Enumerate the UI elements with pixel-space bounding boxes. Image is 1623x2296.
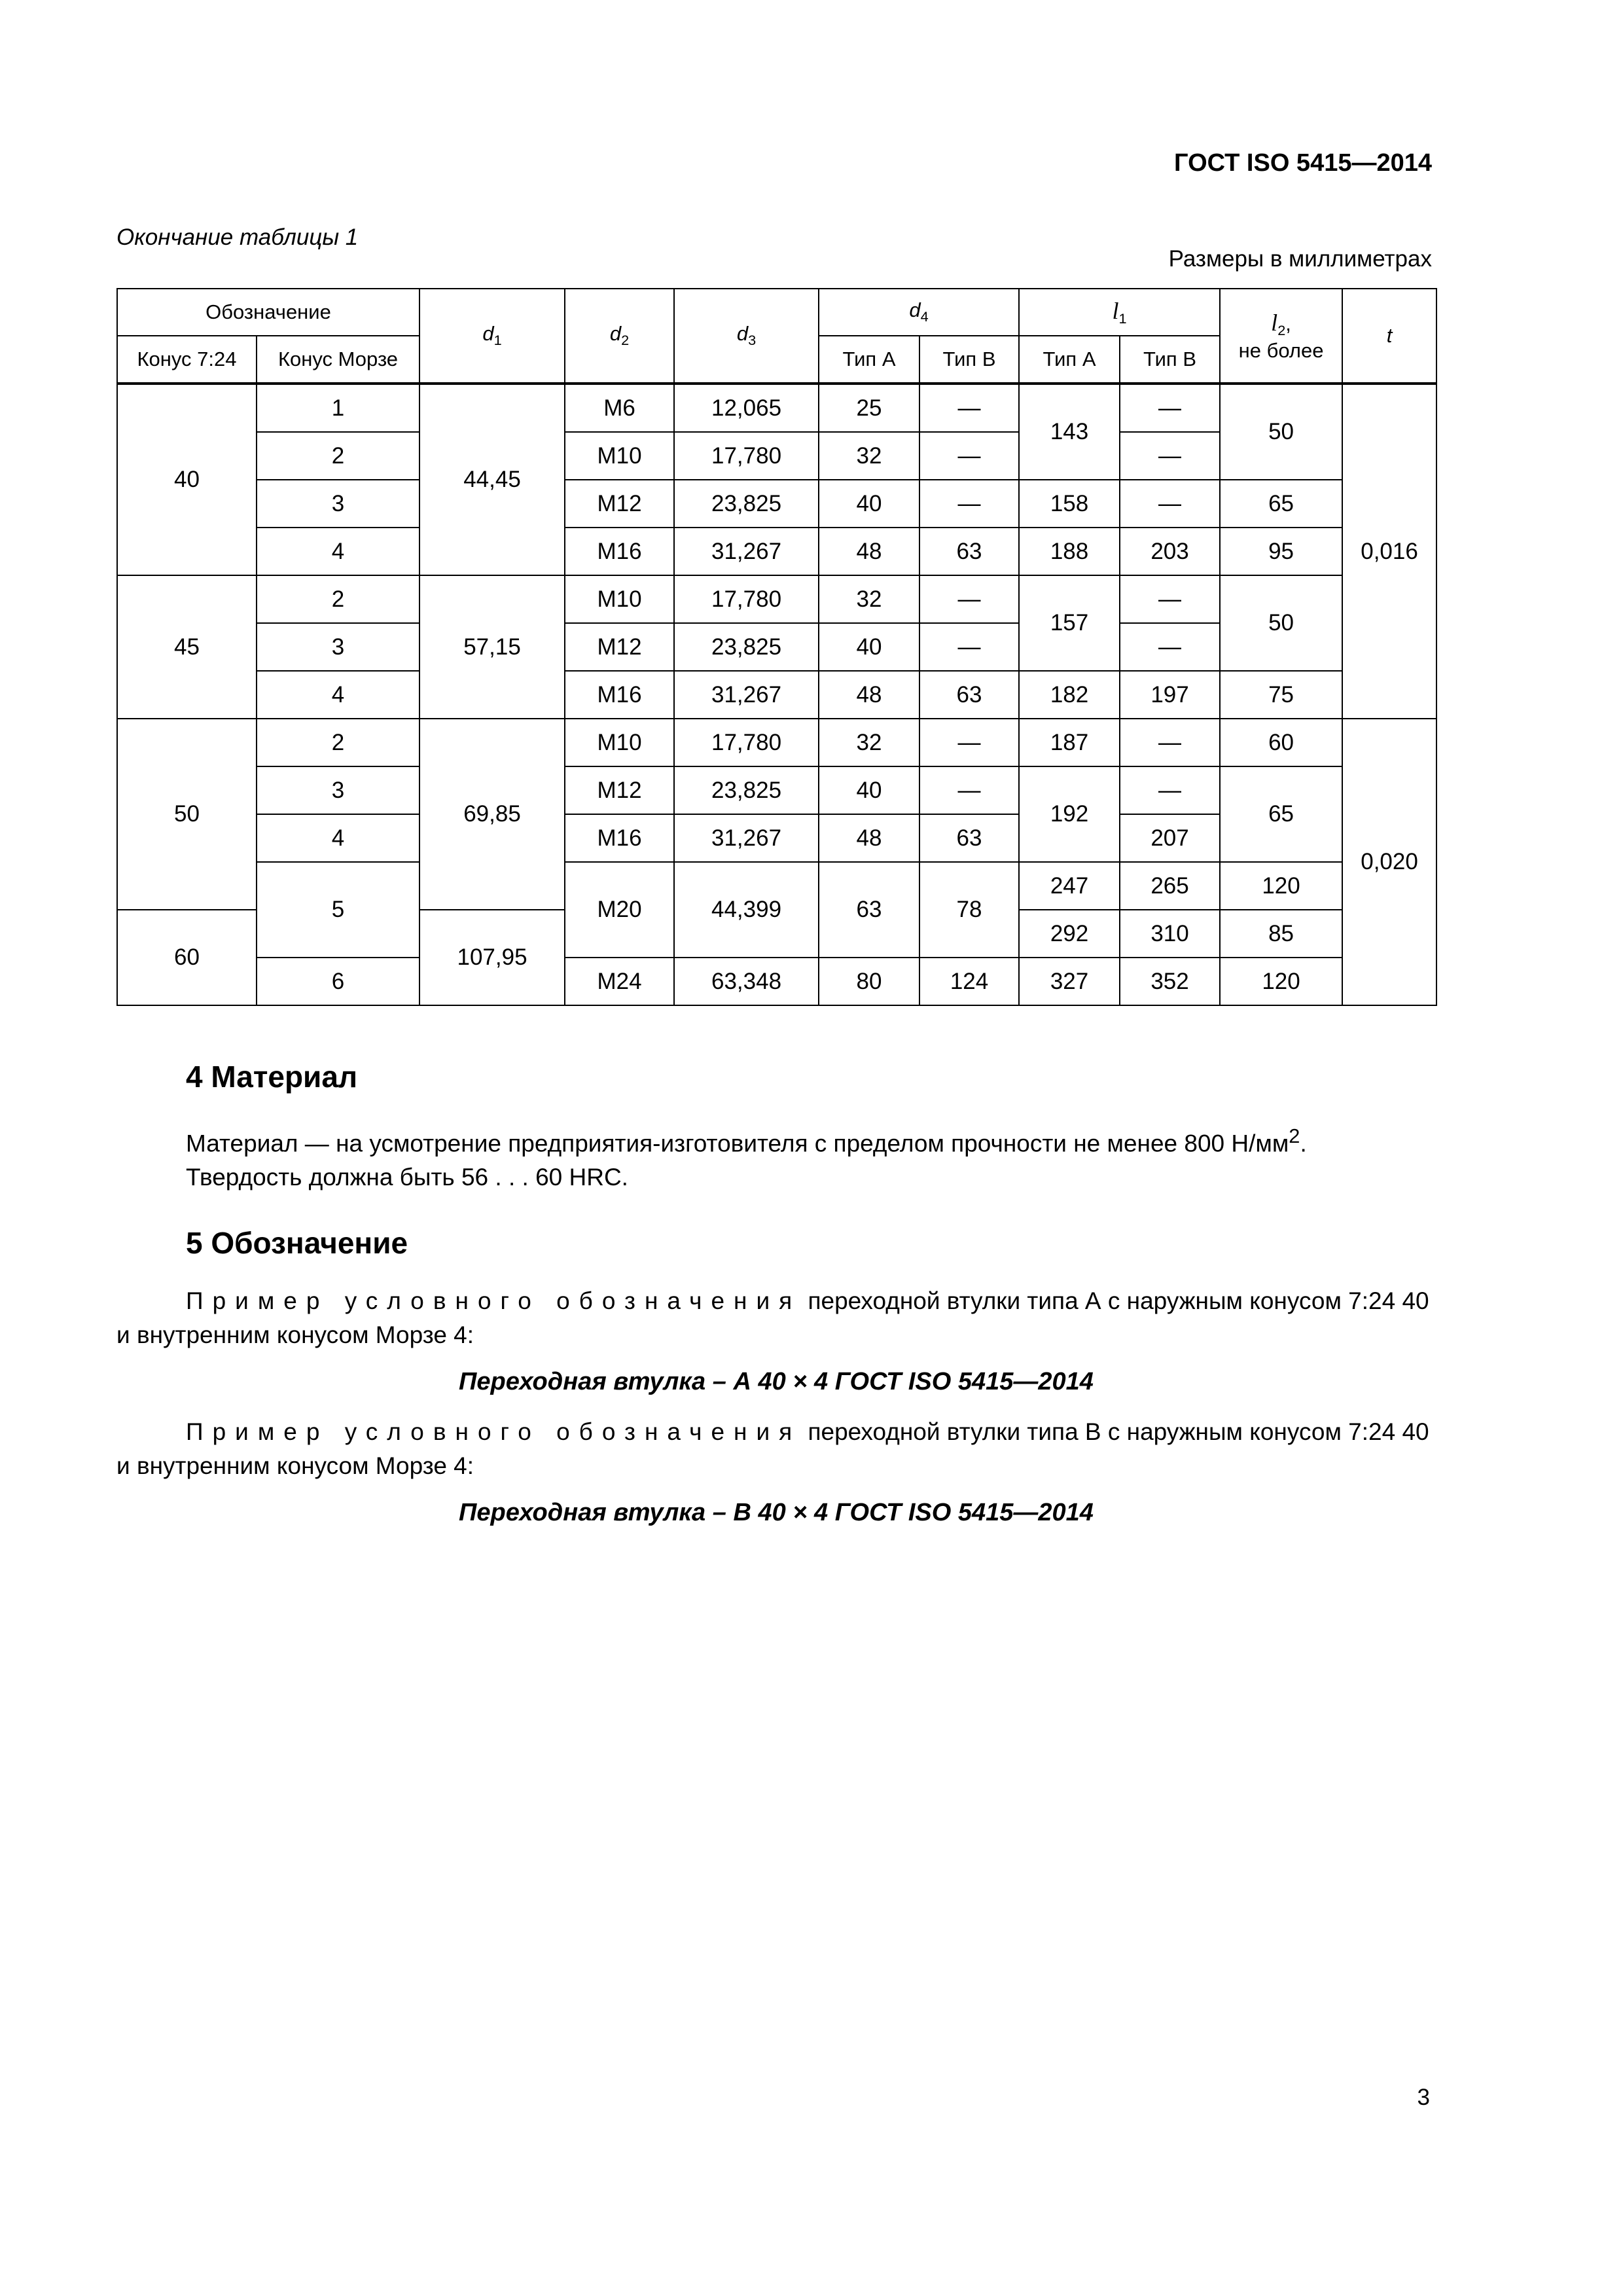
d3-cell: 23,825 bbox=[674, 623, 819, 671]
l1b-cell: — bbox=[1120, 480, 1220, 528]
morse-cell: 2 bbox=[257, 432, 419, 480]
table-row bbox=[117, 480, 1436, 528]
d3-cell: 23,825 bbox=[674, 766, 819, 814]
example-paragraph: Пример условного обозначения переходной втулки типа А с наружным конусом 7:24 40 и внутренним конусом Морзе 4: bbox=[116, 1287, 1429, 1348]
l1b-cell: — bbox=[1120, 623, 1220, 671]
l1b-cell: — bbox=[1120, 575, 1220, 623]
d2-cell: М16 bbox=[565, 814, 674, 862]
table-row bbox=[117, 671, 1436, 719]
d3-cell: 12,065 bbox=[674, 384, 819, 432]
d4a-cell: 80 bbox=[819, 958, 919, 1005]
l2-cell: 75 bbox=[1220, 671, 1342, 719]
morse-cell: 4 bbox=[257, 528, 419, 575]
l1b-cell: — bbox=[1120, 432, 1220, 480]
page-number: 3 bbox=[1417, 2085, 1430, 2110]
morse-cell: 4 bbox=[257, 671, 419, 719]
l2-cell: 50 bbox=[1220, 575, 1342, 671]
d3-cell: 44,399 bbox=[674, 862, 819, 958]
d4b-cell: — bbox=[919, 480, 1019, 528]
d2-cell: М10 bbox=[565, 719, 674, 766]
header-d4-type-b: Тип В bbox=[919, 336, 1019, 384]
example-paragraph: Пример условного обозначения переходной втулки типа В с наружным конусом 7:24 40 и внутренним конусом Морзе 4: bbox=[116, 1418, 1429, 1479]
d4b-cell: 78 bbox=[919, 862, 1019, 958]
header-t: t bbox=[1342, 289, 1436, 384]
d4b-cell: — bbox=[919, 432, 1019, 480]
l1b-cell: — bbox=[1120, 766, 1220, 814]
morse-cell: 4 bbox=[257, 814, 419, 862]
morse-cell: 3 bbox=[257, 623, 419, 671]
header-d3: $d_3$ bbox=[674, 289, 819, 384]
d3-cell: 17,780 bbox=[674, 575, 819, 623]
l2-cell: 60 bbox=[1220, 719, 1342, 766]
morse-cell: 3 bbox=[257, 480, 419, 528]
dimensions-table bbox=[116, 288, 1437, 1006]
d3-cell: 63,348 bbox=[674, 958, 819, 1005]
d1-cell: 44,45 bbox=[419, 384, 565, 575]
d3-cell: 31,267 bbox=[674, 528, 819, 575]
t-cell: 0,020 bbox=[1342, 719, 1436, 1005]
d4a-cell: 48 bbox=[819, 528, 919, 575]
d2-cell: М10 bbox=[565, 575, 674, 623]
d4a-cell: 32 bbox=[819, 719, 919, 766]
l1a-cell: 158 bbox=[1019, 480, 1120, 528]
l2-cell: 95 bbox=[1220, 528, 1342, 575]
header-cone-724: Конус 7:24 bbox=[117, 336, 257, 384]
d4b-cell: — bbox=[919, 384, 1019, 432]
table-row bbox=[117, 575, 1436, 623]
l1a-cell: 192 bbox=[1019, 766, 1120, 862]
cone-724-cell: 45 bbox=[117, 575, 257, 719]
table-row bbox=[117, 384, 1436, 432]
d4a-cell: 63 bbox=[819, 862, 919, 958]
morse-cell: 5 bbox=[257, 862, 419, 958]
morse-cell: 3 bbox=[257, 766, 419, 814]
d4a-cell: 40 bbox=[819, 623, 919, 671]
d4a-cell: 32 bbox=[819, 575, 919, 623]
d4b-cell: — bbox=[919, 766, 1019, 814]
header-d4: $d_4$ bbox=[819, 289, 1019, 336]
l1b-cell: 265 bbox=[1120, 862, 1220, 910]
l1a-cell: 327 bbox=[1019, 958, 1120, 1005]
morse-cell: 1 bbox=[257, 384, 419, 432]
d4b-cell: 124 bbox=[919, 958, 1019, 1005]
l1a-cell: 188 bbox=[1019, 528, 1120, 575]
d3-cell: 23,825 bbox=[674, 480, 819, 528]
section-title-designation: 5 Обозначение bbox=[186, 1226, 408, 1260]
t-cell: 0,016 bbox=[1342, 384, 1436, 719]
d2-cell: М12 bbox=[565, 766, 674, 814]
d1-cell: 69,85 bbox=[419, 719, 565, 910]
header-row bbox=[117, 289, 1436, 336]
table-row bbox=[117, 766, 1436, 814]
d3-cell: 17,780 bbox=[674, 432, 819, 480]
table-row bbox=[117, 719, 1436, 766]
l1a-cell: 143 bbox=[1019, 384, 1120, 480]
l1b-cell: 310 bbox=[1120, 910, 1220, 958]
d2-cell: М24 bbox=[565, 958, 674, 1005]
section-title-material: 4 Материал bbox=[186, 1060, 358, 1094]
d4b-cell: — bbox=[919, 623, 1019, 671]
d2-cell: М20 bbox=[565, 862, 674, 958]
cone-724-cell: 40 bbox=[117, 384, 257, 575]
l2-cell: 120 bbox=[1220, 862, 1342, 910]
table-row bbox=[117, 958, 1436, 1005]
d2-cell: М12 bbox=[565, 480, 674, 528]
l1a-cell: 157 bbox=[1019, 575, 1120, 671]
header-designation: Обозначение bbox=[117, 289, 419, 336]
d3-cell: 31,267 bbox=[674, 671, 819, 719]
table-row bbox=[117, 862, 1436, 910]
header-d4-type-a: Тип А bbox=[819, 336, 919, 384]
d4b-cell: 63 bbox=[919, 528, 1019, 575]
d4b-cell: 63 bbox=[919, 814, 1019, 862]
l1a-cell: 187 bbox=[1019, 719, 1120, 766]
table-row bbox=[117, 528, 1436, 575]
l1b-cell: 203 bbox=[1120, 528, 1220, 575]
l2-cell: 50 bbox=[1220, 384, 1342, 480]
header-d1: $d_1$ bbox=[419, 289, 565, 384]
d1-cell: 107,95 bbox=[419, 910, 565, 1005]
d4b-cell: — bbox=[919, 719, 1019, 766]
example-designation: Переходная втулка – В 40 × 4 ГОСТ ISO 5415—2014 bbox=[459, 1499, 1094, 1526]
example-designation: Переходная втулка – А 40 × 4 ГОСТ ISO 5415—2014 bbox=[459, 1368, 1094, 1395]
morse-cell: 2 bbox=[257, 719, 419, 766]
l1b-cell: — bbox=[1120, 719, 1220, 766]
table-units: Размеры в миллиметрах bbox=[1168, 246, 1432, 272]
morse-cell: 2 bbox=[257, 575, 419, 623]
d4a-cell: 32 bbox=[819, 432, 919, 480]
header-l1-type-b: Тип В bbox=[1120, 336, 1220, 384]
d4a-cell: 25 bbox=[819, 384, 919, 432]
header-l2: $l_2$, не более bbox=[1220, 289, 1342, 384]
header-l1: $l_1$ bbox=[1019, 289, 1220, 336]
d2-cell: М16 bbox=[565, 528, 674, 575]
header-l1-type-a: Тип А bbox=[1019, 336, 1120, 384]
d2-cell: М16 bbox=[565, 671, 674, 719]
d4a-cell: 48 bbox=[819, 671, 919, 719]
d3-cell: 31,267 bbox=[674, 814, 819, 862]
l1b-cell: 197 bbox=[1120, 671, 1220, 719]
cone-724-cell: 50 bbox=[117, 719, 257, 910]
l1a-cell: 182 bbox=[1019, 671, 1120, 719]
d4b-cell: 63 bbox=[919, 671, 1019, 719]
morse-cell: 6 bbox=[257, 958, 419, 1005]
header-d2: $d_2$ bbox=[565, 289, 674, 384]
d1-cell: 57,15 bbox=[419, 575, 565, 719]
l2-cell: 65 bbox=[1220, 480, 1342, 528]
d4b-cell: — bbox=[919, 575, 1019, 623]
l1a-cell: 292 bbox=[1019, 910, 1120, 958]
d2-cell: М12 bbox=[565, 623, 674, 671]
d3-cell: 17,780 bbox=[674, 719, 819, 766]
l1a-cell: 247 bbox=[1019, 862, 1120, 910]
d2-cell: М6 bbox=[565, 384, 674, 432]
d4a-cell: 40 bbox=[819, 480, 919, 528]
d2-cell: М10 bbox=[565, 432, 674, 480]
header-morse-cone: Конус Морзе bbox=[257, 336, 419, 384]
l2-cell: 120 bbox=[1220, 958, 1342, 1005]
table-caption: Окончание таблицы 1 bbox=[116, 224, 359, 250]
material-paragraph: Материал — на усмотрение предприятия-изготовителя с пределом прочности не менее 800 $Н/мм^2$. Твердость должна быть 56 . . . 60 HRC. bbox=[186, 1124, 1307, 1191]
l1b-cell: — bbox=[1120, 384, 1220, 432]
l1b-cell: 352 bbox=[1120, 958, 1220, 1005]
d4a-cell: 40 bbox=[819, 766, 919, 814]
d4a-cell: 48 bbox=[819, 814, 919, 862]
l2-cell: 65 bbox=[1220, 766, 1342, 862]
cone-724-cell: 60 bbox=[117, 910, 257, 1005]
l2-cell: 85 bbox=[1220, 910, 1342, 958]
l1b-cell: 207 bbox=[1120, 814, 1220, 862]
document-id: ГОСТ ISO 5415—2014 bbox=[1174, 149, 1432, 177]
